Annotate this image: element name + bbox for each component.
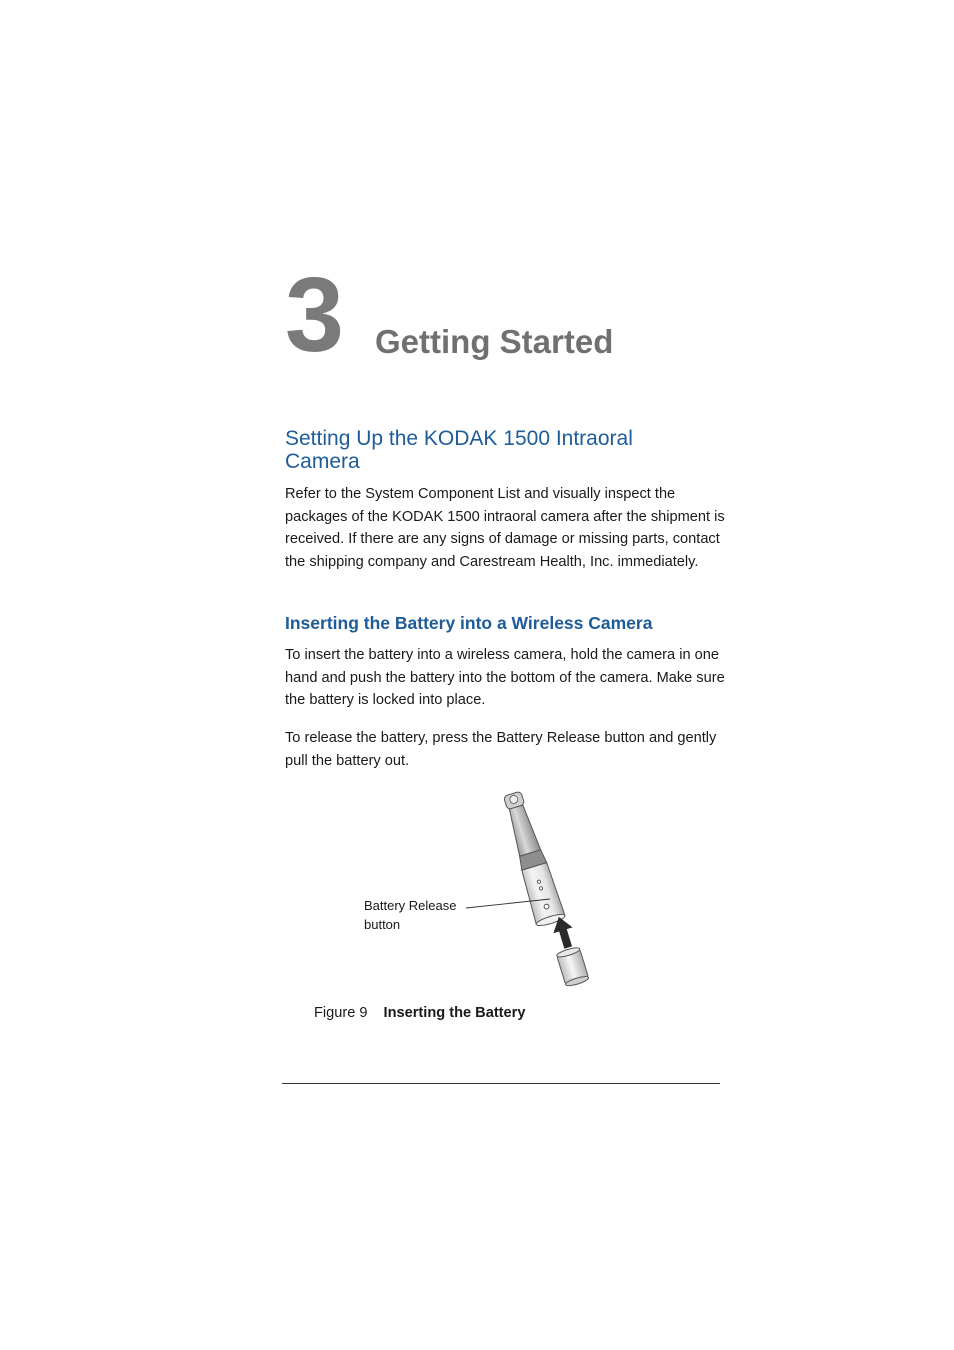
chapter-title: Getting Started [375,323,614,360]
figure-number: Figure 9 [314,1005,368,1021]
battery-release-callout: Battery Release button [364,898,457,932]
subsection-heading: Inserting the Battery into a Wireless Camera [285,613,653,633]
release-battery-paragraph: To release the battery, press the Battery Release button and gently pull the battery out. [285,730,717,769]
camera-battery-illustration [360,782,620,992]
insert-battery-paragraph: To insert the battery into a wireless camera, hold the camera in one hand and push the battery into the bottom of the camera. Make sure the battery is locked into place. [285,647,725,709]
section-heading: Setting Up the KODAK 1500 Intraoral Camera [285,427,633,473]
section-paragraph: Refer to the System Component List and visually inspect the packages of the KODAK 1500 intraoral camera after the shipment is received. If there are any signs of damage or missing parts, contact the shipping company and Carestream Health, Inc. immediately. [285,486,725,570]
figure-title: Inserting the Battery [383,1005,526,1021]
figure-caption [314,1005,525,1021]
chapter-number: 3 [285,256,342,374]
footer-divider [282,1083,720,1084]
